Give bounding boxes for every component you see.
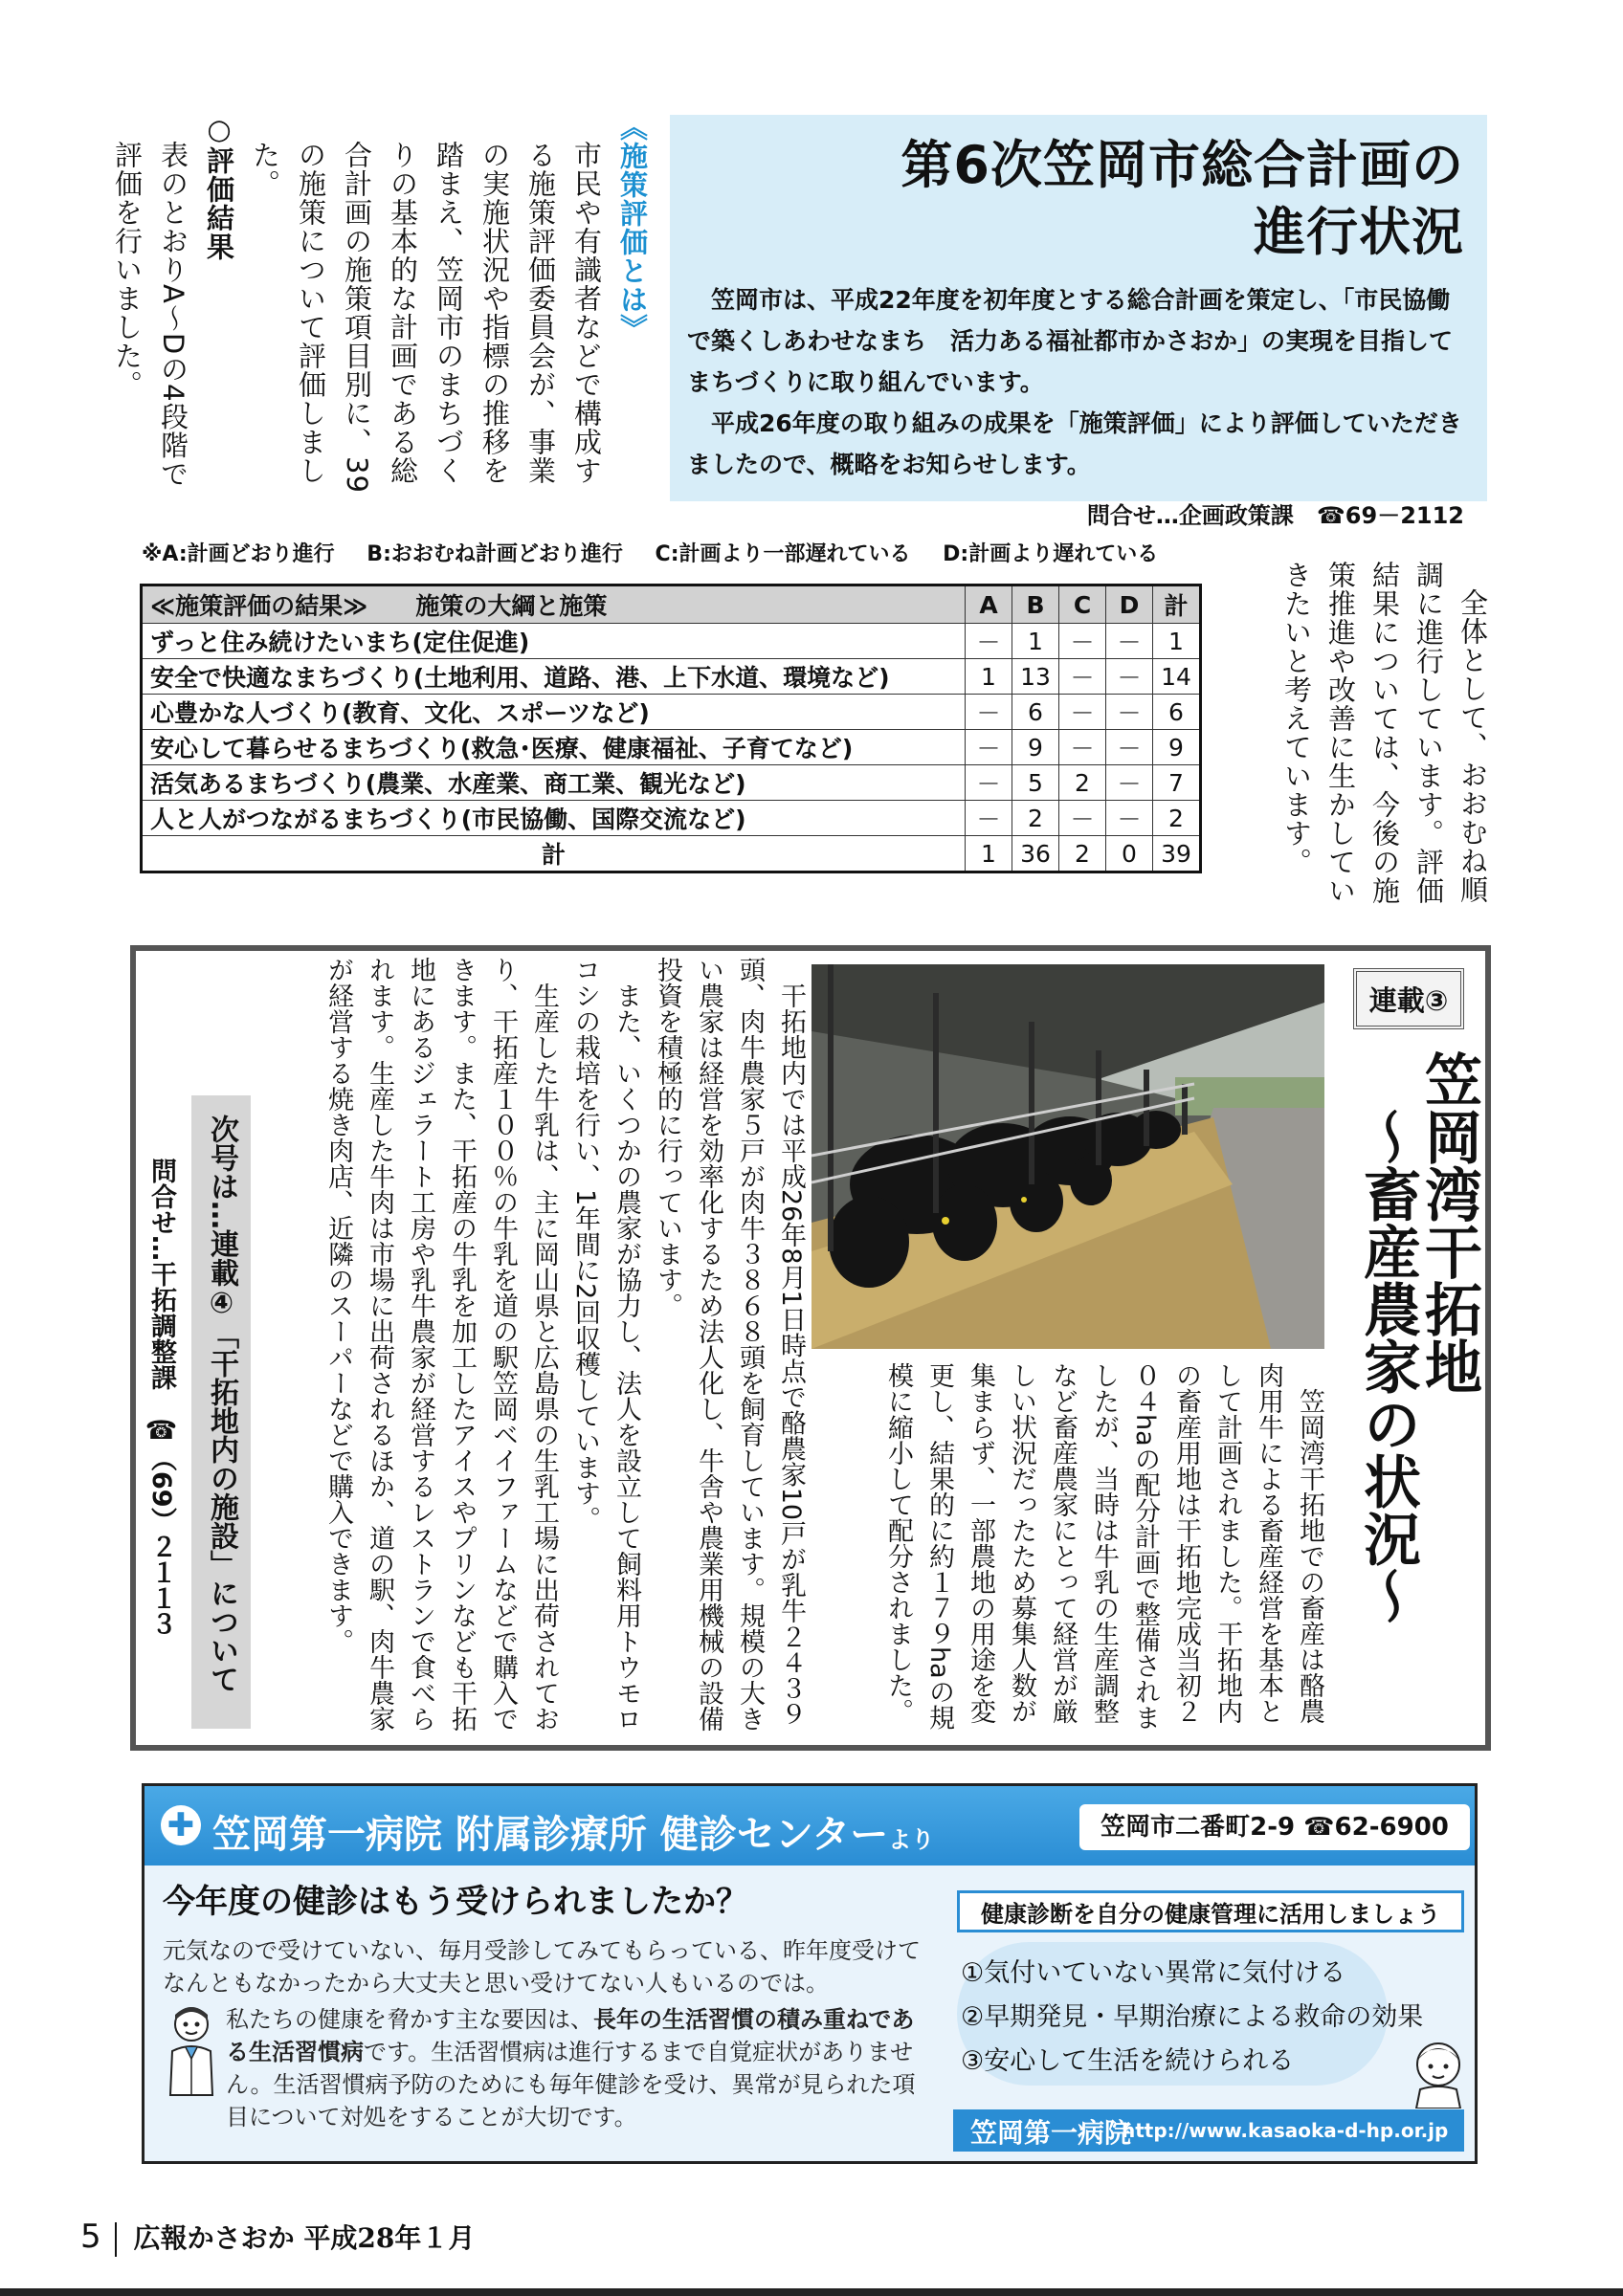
health-center-name-text: 笠岡第一病院 附属診療所 健診センター	[212, 1813, 889, 1857]
article-paragraph-3: また、いくつかの農家が協力し、法人を設立して飼料用トウモロコシの栽培を行い、1年間に2回収穫しています。	[570, 957, 641, 1732]
article-column-left	[258, 957, 812, 1739]
planning-contact	[687, 497, 1464, 530]
grade-a-count: 1	[966, 659, 1012, 695]
policy-name: 安全で快適なまちづくり(土地利用、道路、港、上下水道、環境など)	[142, 659, 966, 695]
total-label: 計	[142, 836, 966, 872]
article-paragraph-2: 干拓地内では平成26年8月1日時点で酪農家10戸が乳牛２４３９頭、肉牛農家５戸が肉牛３８６８頭を飼育しています。規模の大きい農家は経営を効率化するため法人化し、牛舎や農業用機械の設備投資を積極的に行っています。	[653, 957, 806, 1732]
policy-name: 人と人がつながるまちづくり(市民協働、国際交流など)	[142, 801, 966, 836]
total-a: 1	[966, 836, 1012, 872]
title-box	[670, 115, 1487, 529]
grade-d-count: －	[1106, 624, 1153, 659]
grade-legend	[142, 538, 1183, 567]
article-column-right	[833, 1362, 1330, 1737]
doctor-icon	[163, 2003, 220, 2099]
grade-c-count: －	[1059, 659, 1106, 695]
page-number: 5	[80, 2218, 101, 2256]
evaluation-results-table	[140, 584, 1202, 873]
bottom-rule	[0, 2288, 1623, 2296]
grade-a-count: －	[966, 801, 1012, 836]
article-title-line1: 笠岡湾干拓地	[1415, 1050, 1482, 1395]
grade-d-count: －	[1106, 765, 1153, 801]
policy-evaluation-heading: 《施策評価とは》	[616, 113, 649, 342]
policy-name: 活気あるまちづくり(農業、水産業、商工業、観光など)	[142, 765, 966, 801]
article-paragraph-1: 笠岡湾干拓地での畜産は酪農肉用牛による畜産経営を基本として計画されました。干拓地内の畜産用地は干拓地完成当初２０４haの配分計画で整備されましたが、当時は牛乳の生産調整など畜産農家にとって経営が厳しい状況だったため募集人数が集まらず、一部農地の用途を変更し、結果的に約１７９haの規模に縮小して配分されました。	[883, 1362, 1324, 1731]
grade-b-count: 13	[1012, 659, 1059, 695]
publication-name: 広報かさおか 平成28年１月	[133, 2222, 476, 2254]
list-item: ②早期発見・早期治療による救命の効果	[961, 2002, 1424, 2032]
table-header-title: ≪施策評価の結果≫ 施策の大綱と施策	[142, 585, 966, 624]
grade-b-count: 5	[1012, 765, 1059, 801]
page-title-line1: 第6次笠岡市総合計画の	[900, 135, 1464, 195]
row-total: 9	[1153, 730, 1201, 765]
health-paragraph-1: 元気なので受けていない、毎月受診してみてもらっている、昨年度受けてなんともなかったから大丈夫と思い受けてない人もいるのでは。	[163, 1937, 921, 1997]
hospital-url-link[interactable]: http://www.kasaoka-d-hp.or.jp	[1122, 2119, 1449, 2142]
summary-column	[1256, 561, 1495, 928]
health-center-name-suffix: より	[888, 1826, 935, 1853]
page-title-line2: 進行状況	[1254, 202, 1464, 262]
table-header-c: C	[1059, 585, 1106, 624]
footer-divider	[115, 2222, 117, 2257]
grade-b-count: 2	[1012, 801, 1059, 836]
serial-badge: 連載③	[1353, 968, 1464, 1029]
legend-a: ※A:計画どおり進行	[142, 542, 335, 566]
total-d: 0	[1106, 836, 1153, 872]
health-paragraph-2-intro: 私たちの健康を脅かす主な要因は、	[226, 2006, 593, 2033]
grade-b-count: 6	[1012, 695, 1059, 730]
grade-c-count: 2	[1059, 765, 1106, 801]
grade-c-count: －	[1059, 730, 1106, 765]
reclamation-contact: 問合せ…干拓調整課 ☎（69）２１１３	[146, 1158, 176, 1637]
list-item: ①気付いていない異常に気付ける	[961, 1958, 1346, 1988]
health-center-name	[212, 1804, 934, 1859]
grade-c-count: －	[1059, 801, 1106, 836]
grade-b-count: 9	[1012, 730, 1059, 765]
grade-a-count: －	[966, 765, 1012, 801]
table-row	[142, 801, 1201, 836]
article-title	[1354, 1050, 1482, 1720]
grade-a-count: －	[966, 695, 1012, 730]
evaluation-result-heading: ○評価結果	[203, 113, 235, 261]
table-row	[142, 659, 1201, 695]
row-total: 7	[1153, 765, 1201, 801]
row-total: 14	[1153, 659, 1201, 695]
grade-d-count: －	[1106, 659, 1153, 695]
hospital-footer-name: 笠岡第一病院	[970, 2117, 1132, 2149]
evaluation-result-body: 表のとおりA～Dの4段階で評価を行いました。	[111, 141, 189, 489]
total-b: 36	[1012, 836, 1059, 872]
next-issue-notice: 次号は…連載④「干拓地内の施設」について	[191, 1095, 251, 1729]
policy-name: ずっと住み続けたいまち(定住促進)	[142, 624, 966, 659]
grade-d-count: －	[1106, 801, 1153, 836]
article-title-line2: ～畜産農家の状況～	[1354, 1108, 1421, 1624]
grand-total: 39	[1153, 836, 1201, 872]
health-tips-list	[961, 1952, 1424, 2084]
legend-c: C:計画より一部遅れている	[655, 542, 911, 566]
boy-character-icon	[1405, 2036, 1472, 2108]
planning-contact-label: 問合せ…企画政策課	[1086, 502, 1294, 529]
planning-contact-tel: ☎69－2112	[1316, 502, 1464, 529]
health-center-address: 笠岡市二番町2-9 ☎62-6900	[1079, 1804, 1470, 1850]
policy-name: 心豊かな人づくり(教育、文化、スポーツなど)	[142, 695, 966, 730]
policy-evaluation-column	[111, 113, 656, 496]
health-tips-heading: 健康診断を自分の健康管理に活用しましょう	[957, 1890, 1464, 1932]
grade-a-count: －	[966, 624, 1012, 659]
grade-d-count: －	[1106, 695, 1153, 730]
grade-c-count: －	[1059, 624, 1106, 659]
table-total-row	[142, 836, 1201, 872]
legend-d: D:計画より遅れている	[943, 542, 1159, 566]
cattle-barn-photo	[812, 964, 1324, 1349]
lead-paragraph-2: 平成26年度の取り組みの成果を「施策評価」により評価していただきましたので、概略をお知らせします。	[687, 409, 1462, 478]
table-header-d: D	[1106, 585, 1153, 624]
table-row	[142, 730, 1201, 765]
list-item: ③安心して生活を続けられる	[961, 2046, 1295, 2076]
table-header-a: A	[966, 585, 1012, 624]
grade-c-count: －	[1059, 695, 1106, 730]
table-row	[142, 624, 1201, 659]
health-paragraph-2-rest: です。生活習慣病は進行するまで自覚症状がありません。生活習慣病予防のためにも毎年健診を受け、異常が見られた項目について対処をすることが大切です。	[226, 2039, 916, 2130]
health-paragraph-2	[226, 2003, 934, 2133]
summary-text: 全体として、おおむね順調に進行しています。評価結果については、今後の施策推進や改善に生かしていきたいと考えています。	[1280, 561, 1489, 905]
table-row	[142, 695, 1201, 730]
policy-name: 安心して暮らせるまちづくり(救急･医療、健康福祉、子育てなど)	[142, 730, 966, 765]
legend-b: B:おおむね計画どおり進行	[367, 542, 623, 566]
cattle-barn-illustration	[812, 964, 1324, 1349]
table-header-row	[142, 585, 1201, 624]
page-footer	[80, 2218, 475, 2257]
hospital-cross-symbol: ✚	[167, 1806, 195, 1844]
health-question-heading: 今年度の健診はもう受けられましたか？	[163, 1883, 748, 1921]
hospital-cross-icon	[161, 1805, 201, 1845]
grade-d-count: －	[1106, 730, 1153, 765]
health-paragraph-2-emphasis: 長年の生活習慣の積み重ねである生活習慣病	[226, 2006, 915, 2065]
row-total: 1	[1153, 624, 1201, 659]
row-total: 2	[1153, 801, 1201, 836]
row-total: 6	[1153, 695, 1201, 730]
lead-paragraph-1: 笠岡市は、平成22年度を初年度とする総合計画を策定し、「市民協働で築くしあわせなまち 活力ある福祉都市かさおか」の実現を目指してまちづくりに取り組んでいます。	[687, 286, 1454, 396]
table-header-b: B	[1012, 585, 1059, 624]
table-row	[142, 765, 1201, 801]
grade-a-count: －	[966, 730, 1012, 765]
hospital-footer-banner	[953, 2109, 1464, 2152]
article-paragraph-4: 生産した牛乳は、主に岡山県と広島県の生乳工場に出荷されており、干拓産１００％の牛乳を道の駅笠岡ベイファームなどで購入できます。また、干拓産の牛乳を加工したアイスやプリンなども干拓地にあるジェラート工房や乳牛農家が経営するレストランで食べられます。生産した牛肉は市場に出荷されるほか、道の駅、肉牛農家が経営する焼き肉店、近隣のスーパーなどで購入できます。	[323, 957, 559, 1732]
table-header-total: 計	[1153, 585, 1201, 624]
total-c: 2	[1059, 836, 1106, 872]
policy-evaluation-body: 市民や有識者などで構成する施策評価委員会が、事業の実施状況や指標の推移を踏まえ、笠岡市のまちづくりの基本的な計画である総合計画の施策項目別に、39の施策について評価しました。	[249, 141, 603, 494]
grade-b-count: 1	[1012, 624, 1059, 659]
